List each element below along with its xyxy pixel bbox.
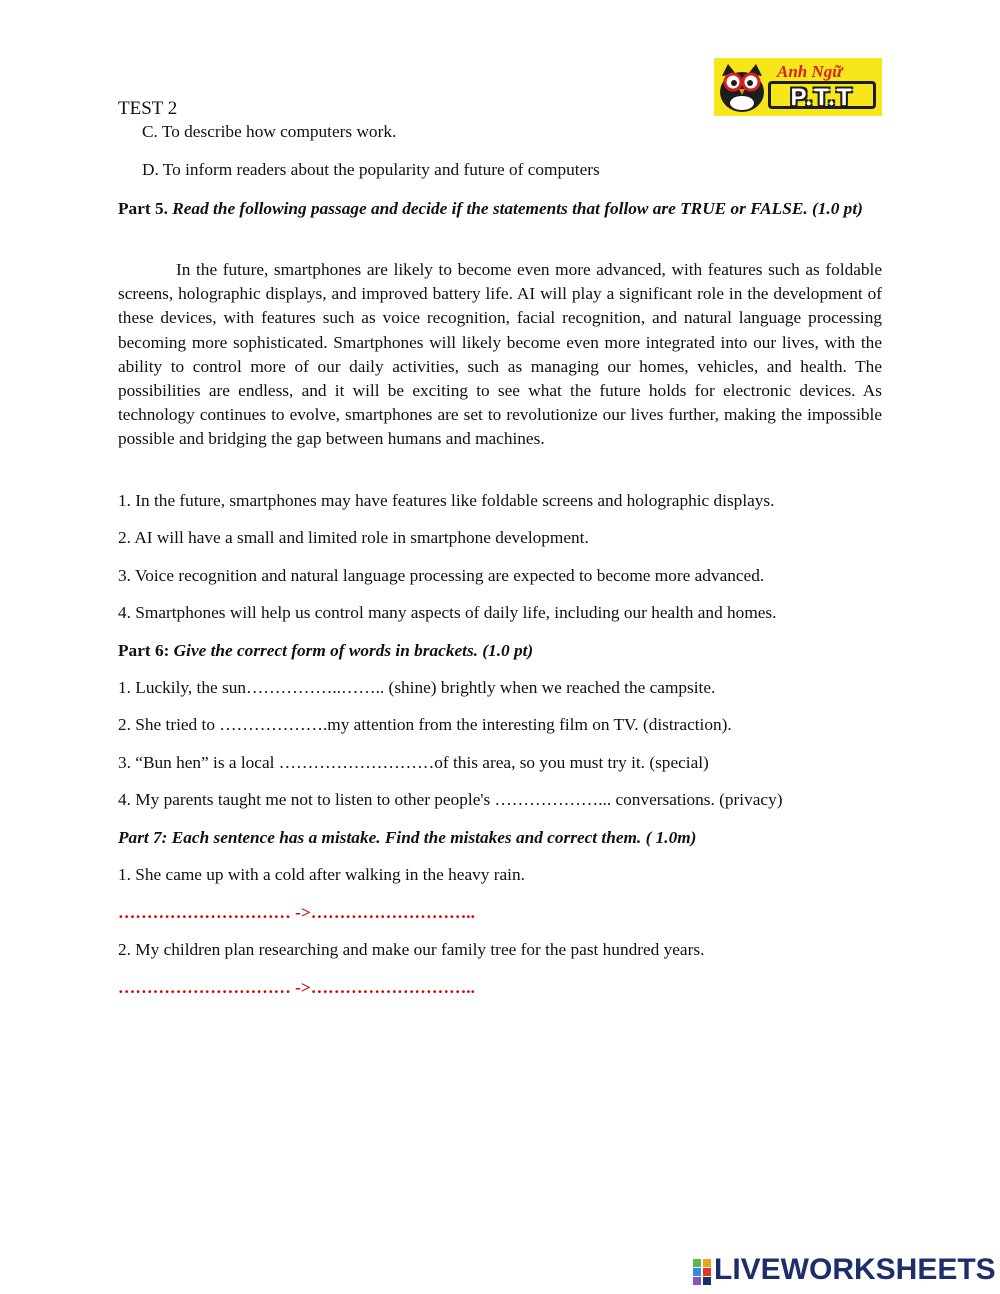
part6-item-2[interactable]: 2. She tried to ……………….my attention from the interesting film on TV. (distraction). xyxy=(118,715,732,734)
statement-4: 4. Smartphones will help us control many aspects of daily life, including our health and homes. xyxy=(118,603,777,622)
test-title: TEST 2 xyxy=(118,98,178,119)
option-c: C. To describe how computers work. xyxy=(142,122,397,141)
logo-text-bottom: P.T.T xyxy=(768,81,876,109)
reading-passage: In the future, smartphones are likely to become even more advanced, with features such as foldable screens, holographic displays, and improved battery life. AI will play a significant role in the development of these devices, with features such as voice recognition, facial recognition, and natural language processing becoming more sophisticated. Smartphones will likely become even more integrated into our lives, with the ability to control more of our daily activities, such as managing our homes, vehicles, and health. The possibilities are endless, and it will be exciting to see what the future holds for electronic devices. As technology continues to evolve, smartphones are set to revolutionize our lives further, making the impossible possible and bridging the gap between humans and machines. xyxy=(118,260,882,449)
part7-sentence-2: 2. My children plan researching and make our family tree for the past hundred years. xyxy=(118,940,705,959)
statement-1: 1. In the future, smartphones may have features like foldable screens and holographic displays. xyxy=(118,491,775,510)
part6-instruction: Give the correct form of words in brackets. (1.0 pt) xyxy=(173,641,534,660)
logo xyxy=(714,58,882,116)
owl-icon xyxy=(714,58,774,116)
part7-sentence-1: 1. She came up with a cold after walking in the heavy rain. xyxy=(118,865,525,884)
part6-item-3[interactable]: 3. “Bun hen” is a local ………………………of this area, so you must try it. (special) xyxy=(118,753,709,772)
liveworksheets-logo-icon xyxy=(692,1258,712,1286)
part7-answer-line-1[interactable]: ………………………… ->……………………….. xyxy=(118,903,475,922)
part5-heading xyxy=(118,197,882,221)
part7-heading: Part 7: Each sentence has a mistake. Find the mistakes and correct them. ( 1.0m) xyxy=(118,828,697,847)
part6-heading xyxy=(118,640,533,662)
part5-label: Part 5. xyxy=(118,199,168,218)
liveworksheets-brand: LIVEWORKSHEETS xyxy=(714,1253,996,1286)
part6-item-1[interactable]: 1. Luckily, the sun……………..…….. (shine) brightly when we reached the campsite. xyxy=(118,678,716,697)
statement-3: 3. Voice recognition and natural language processing are expected to become more advanced. xyxy=(118,566,765,585)
option-d: D. To inform readers about the popularity and future of computers xyxy=(142,160,600,179)
part6-label: Part 6: xyxy=(118,641,170,660)
part5-instruction: Read the following passage and decide if the statements that follow are TRUE or FALSE. (1.0 pt) xyxy=(172,199,863,218)
part7-answer-line-2[interactable]: ………………………… ->……………………….. xyxy=(118,978,475,997)
logo-text-top: Anh Ngữ xyxy=(777,62,843,81)
statement-2: 2. AI will have a small and limited role in smartphone development. xyxy=(118,528,589,547)
part6-item-4[interactable]: 4. My parents taught me not to listen to other people's ………………... conversations. (privacy) xyxy=(118,790,783,809)
